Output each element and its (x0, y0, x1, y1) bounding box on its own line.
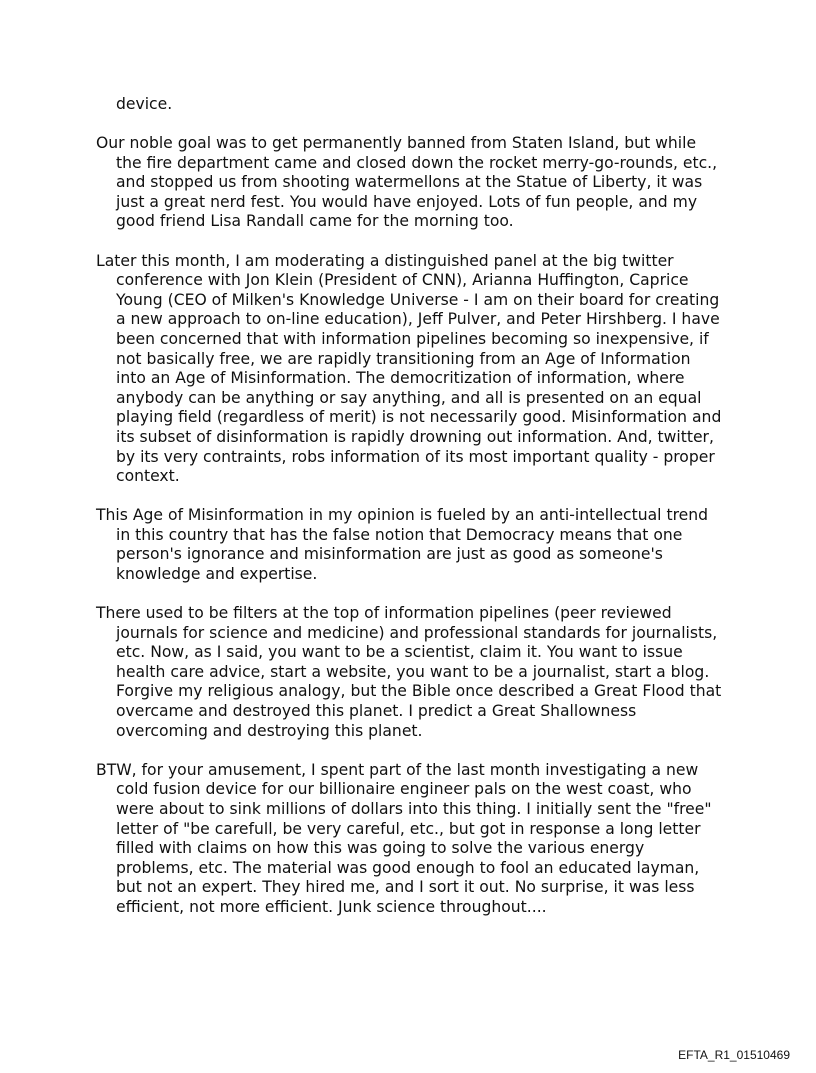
paragraph-age-of-misinformation: This Age of Misinformation in my opinion is fueled by an anti-intellectual trend in this country that has the false notion that Democracy means that one person's ignorance and misinformation are just as good as someone's knowledge and expertise. (96, 506, 709, 583)
paragraph-continuation: device. (116, 95, 173, 113)
paragraph-twitter-panel: Later this month, I am moderating a distinguished panel at the big twitter conference with Jon Klein (President of CNN), Arianna Huffington, Caprice Young (CEO of Milken's Knowledge Universe - I am on their board for creating a new approach to on-line education), Jeff Pulver, and Peter Hirshberg. I have been concerned that with information pipelines becoming so inexpensive, if not basically free, we are rapidly transitioning from an Age of Information into an Age of Misinformation. The democritization of information, where anybody can be anything or say anything, and all is presented on an equal playing field (regardless of merit) is not necessarily good. Misinformation and its subset of disinformation is rapidly drowning out information. And, twitter, by its very contraints, robs information of its most important quality - proper context. (96, 251, 722, 486)
paragraph-cold-fusion: BTW, for your amusement, I spent part of the last month investigating a new cold fusion device for our billionaire engineer pals on the west coast, who were about to sink millions of dollars into this thing. I initially sent the "free" letter of "be carefull, be very careful, etc., but got in response a long letter filled with claims on how this was going to solve the various energy problems, etc. The material was good enough to fool an educated layman, but not an expert. They hired me, and I sort it out. No surprise, it was less efficient, not more efficient. Junk science throughout.... (96, 760, 712, 916)
paragraph-information-filters: There used to be filters at the top of information pipelines (peer reviewed journals for science and medicine) and professional standards for journalists, etc. Now, as I said, you want to be a scientist, claim it. You want to issue health care advice, start a website, you want to be a journalist, start a blog. Forgive my religious analogy, but the Bible once described a Great Flood that overcame and destroyed this planet. I predict a Great Shallowness overcoming and destroying this planet. (96, 604, 722, 740)
document-body (96, 95, 724, 937)
paragraph-staten-island: Our noble goal was to get permanently banned from Staten Island, but while the fire department came and closed down the rocket merry-go-rounds, etc., and stopped us from shooting watermellons at the Statue of Liberty, it was just a great nerd fest. You would have enjoyed. Lots of fun people, and my good friend Lisa Randall came for the morning too. (96, 134, 718, 231)
document-id-label: EFTA_R1_01510469 (678, 1048, 790, 1062)
